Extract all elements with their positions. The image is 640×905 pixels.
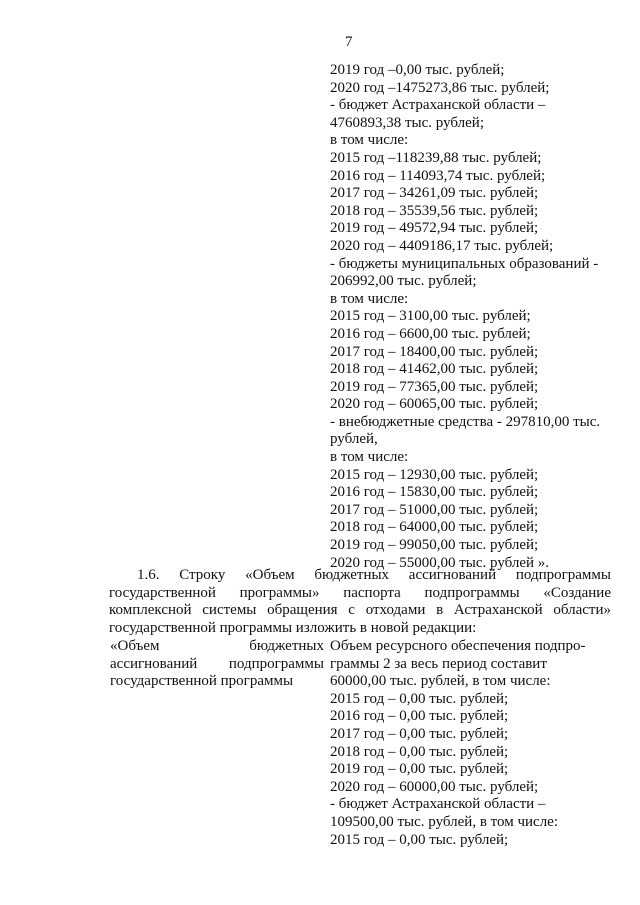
funding-line: - бюджеты муниципальных образований - [330,255,599,272]
table-left-cell: «Объем бюджетных ассигнований подпрограммы государственной программы [110,638,324,690]
funding-line: 2019 год – 77365,00 тыс. рублей; [330,378,539,395]
funding-line: в том числе: [330,449,409,466]
funding-line: - внебюджетные средства - 297810,00 тыс. [330,413,601,430]
funding-line: в том числе: [330,290,409,307]
table-right-line: 109500,00 тыс. рублей, в том числе: [330,813,559,830]
funding-breakdown-column [330,62,620,572]
amendment-paragraph [109,567,611,637]
funding-line: 2016 год – 6600,00 тыс. рублей; [330,325,531,342]
funding-line: 2018 год – 41462,00 тыс. рублей; [330,361,539,378]
funding-line: 2018 год – 35539,56 тыс. рублей; [330,202,539,219]
table-right-line: 60000,00 тыс. рублей, в том числе: [330,673,551,690]
funding-line: 2020 год –1475273,86 тыс. рублей; [330,79,550,96]
funding-line: 2016 год – 114093,74 тыс. рублей; [330,167,546,184]
table-right-line: 2015 год – 0,00 тыс. рублей; [330,831,509,848]
funding-line: 2017 год – 18400,00 тыс. рублей; [330,343,539,360]
table-right-line: 2018 год – 0,00 тыс. рублей; [330,743,509,760]
funding-line: 4760893,38 тыс. рублей; [330,114,484,131]
funding-line: 2015 год –118239,88 тыс. рублей; [330,149,542,166]
funding-line: 2020 год – 55000,00 тыс. рублей ». [330,554,550,571]
table-right-line: 2020 год – 60000,00 тыс. рублей; [330,778,539,795]
funding-line: в том числе: [330,132,409,149]
funding-line: 2019 год – 49572,94 тыс. рублей; [330,220,539,237]
table-right-cell [330,638,620,849]
table-right-line: 2015 год – 0,00 тыс. рублей; [330,690,509,707]
funding-line: рублей, [330,431,378,448]
funding-line: 2018 год – 64000,00 тыс. рублей; [330,519,539,536]
funding-line: 2020 год – 4409186,17 тыс. рублей; [330,237,554,254]
funding-line: 2015 год – 3100,00 тыс. рублей; [330,308,531,325]
funding-line: 2015 год – 12930,00 тыс. рублей; [330,466,539,483]
table-right-line: 2016 год – 0,00 тыс. рублей; [330,708,509,725]
table-right-line: 2017 год – 0,00 тыс. рублей; [330,725,509,742]
page-number: 7 [345,34,353,50]
table-right-line: Объем ресурсного обеспечения подпро- [330,638,586,654]
funding-line: 2017 год – 34261,09 тыс. рублей; [330,185,539,202]
funding-line: 2017 год – 51000,00 тыс. рублей; [330,501,539,518]
amendment-paragraph-text: 1.6. Строку «Объем бюджетных ассигнований подпрограммы государственной программы» паспорта подпрограммы «Создание комплексной системы обращения с отходами в Астраханской области» государственной программы изложить в новой редакции: [109,567,611,636]
table-right-line: - бюджет Астраханской области – [330,796,546,813]
funding-line: 2019 год – 99050,00 тыс. рублей; [330,537,539,554]
funding-line: 2020 год – 60065,00 тыс. рублей; [330,396,539,413]
table-right-line: граммы 2 за весь период составит [330,655,547,672]
funding-line: 2016 год – 15830,00 тыс. рублей; [330,484,539,501]
funding-line: - бюджет Астраханской области – [330,97,546,114]
funding-line: 206992,00 тыс. рублей; [330,273,477,290]
table-right-line: 2019 год – 0,00 тыс. рублей; [330,761,509,778]
funding-line: 2019 год –0,00 тыс. рублей; [330,62,505,78]
